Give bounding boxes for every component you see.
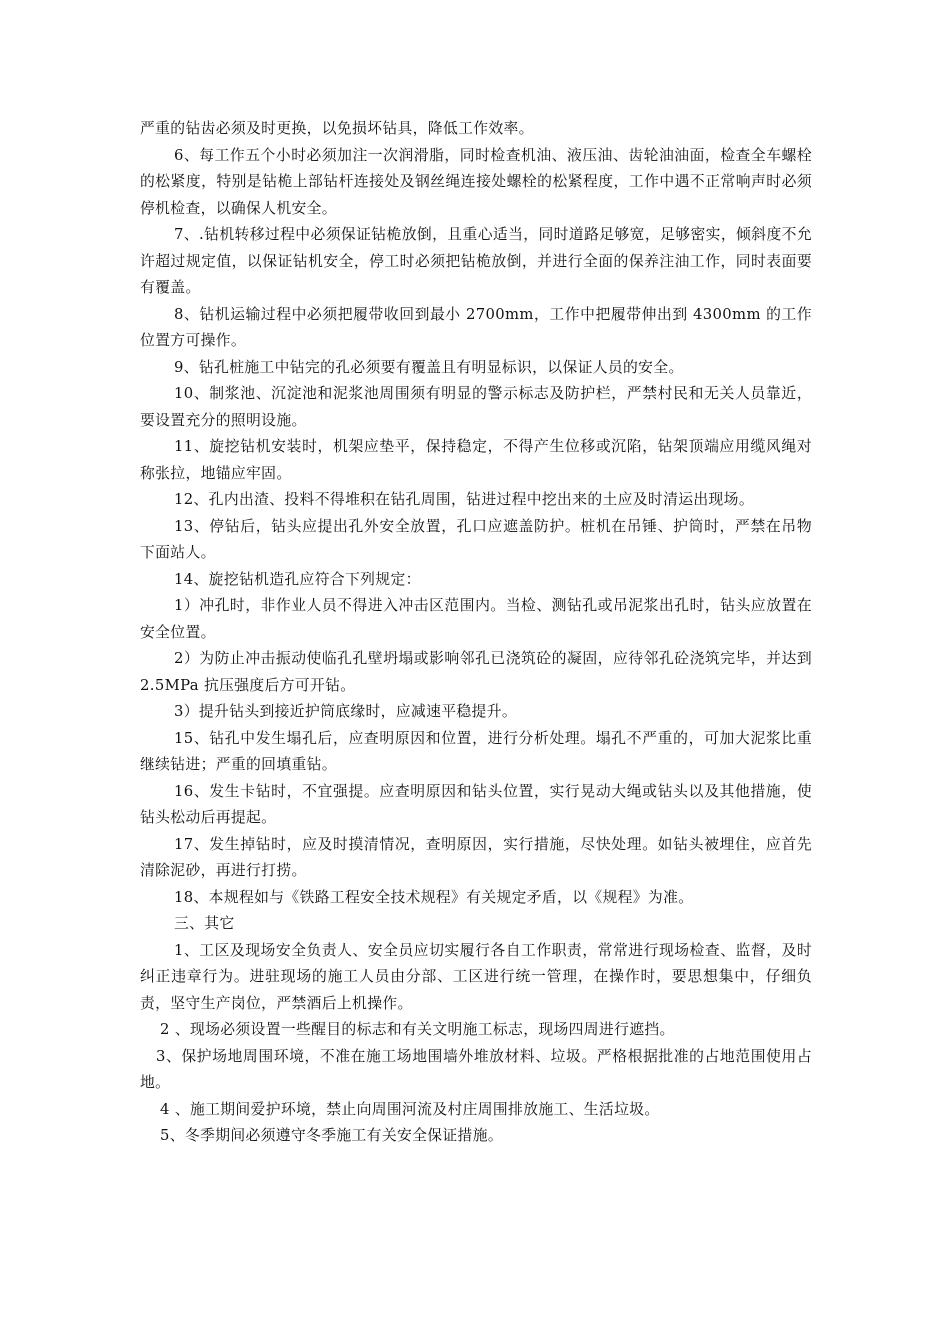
paragraph: 5、冬季期间必须遵守冬季施工有关安全保证措施。: [160, 1127, 503, 1144]
paragraph: 11、旋挖钻机安装时，机架应垫平，保持稳定，不得产生位移或沉陷，钻架顶端应用缆风绳对称张拉，地锚应牢固。: [140, 438, 812, 482]
paragraph: 12、孔内出渣、投料不得堆积在钻孔周围，钻进过程中挖出来的土应及时清运出现场。: [174, 491, 754, 508]
paragraph: 13、停钻后，钻头应提出孔外安全放置，孔口应遮盖防护。桩机在吊锤、护筒时，严禁在吊物下面站人。: [140, 517, 812, 561]
paragraph: 6、每工作五个小时必须加注一次润滑脂，同时检查机油、液压油、齿轮油油面，检查全车螺栓的松紧度，特别是钻桅上部钻杆连接处及钢丝绳连接处螺栓的松紧程度，工作中遇不正常响声时必须停机检查，以确保人机安全。: [140, 146, 812, 217]
paragraph: 9、钻孔桩施工中钻完的孔必须要有覆盖且有明显标识，以保证人员的安全。: [174, 358, 684, 376]
paragraph: 3）提升钻头到接近护筒底缘时，应减速平稳提升。: [174, 703, 517, 720]
paragraph: 8、钻机运输过程中必须把履带收回到最小 2700mm，工作中把履带伸出到 4300mm 的工作位置方可操作。: [140, 305, 812, 349]
paragraph: 2）为防止冲击振动使临孔孔壁坍塌或影响邻孔已浇筑砼的凝固，应待邻孔砼浇筑完毕，并达到 2.5MPa 抗压强度后方可开钻。: [140, 650, 812, 694]
paragraph: 17、发生掉钻时，应及时摸清情况，查明原因，实行措施，尽快处理。如钻头被埋住，应首先清除泥砂，再进行打捞。: [140, 835, 812, 879]
paragraph: 10、制浆池、沉淀池和泥浆池周围须有明显的警示标志及防护栏，严禁村民和无关人员靠近，要设置充分的照明设施。: [140, 385, 812, 429]
document-body: [140, 116, 812, 1150]
paragraph: 严重的钻齿必须及时更换，以免损坏钻具，降低工作效率。: [140, 120, 534, 137]
paragraph: 1）冲孔时，非作业人员不得进入冲击区范围内。当检、测钻孔或吊泥浆出孔时，钻头应放置在安全位置。: [140, 597, 812, 641]
paragraph: 7、.钻机转移过程中必须保证钻桅放倒，且重心适当，同时道路足够宽，足够密实，倾斜度不允许超过规定值，以保证钻机安全，停工时必须把钻桅放倒，并进行全面的保养注油工作，同时表面要有覆盖。: [140, 226, 812, 296]
paragraph: 16、发生卡钻时，不宜强提。应查明原因和钻头位置，实行晃动大绳或钻头以及其他措施，使钻头松动后再提起。: [140, 782, 812, 826]
paragraph: 2 、现场必须设置一些醒目的标志和有关文明施工标志，现场四周进行遮挡。: [160, 1021, 675, 1038]
paragraph: 4 、施工期间爱护环境，禁止向周围河流及村庄周围排放施工、生活垃圾。: [160, 1100, 660, 1118]
paragraph: 18、本规程如与《铁路工程安全技术规程》有关规定矛盾，以《规程》为准。: [174, 888, 694, 906]
paragraph: 1、工区及现场安全负责人、安全员应切实履行各自工作职责，常常进行现场检查、监督，及时纠正违章行为。进驻现场的施工人员由分部、工区进行统一管理，在操作时，要思想集中，仔细负责，坚守生产岗位，严禁酒后上机操作。: [140, 941, 812, 1012]
paragraph: 3、保护场地周围环境，不准在施工场地围墙外堆放材料、垃圾。严格根据批准的占地范围使用占地。: [140, 1047, 812, 1091]
paragraph: 14、旋挖钻机造孔应符合下列规定：: [174, 570, 421, 588]
section-heading: 三、其它: [174, 915, 235, 932]
paragraph: 15、钻孔中发生塌孔后，应查明原因和位置，进行分析处理。塌孔不严重的，可加大泥浆比重继续钻进；严重的回填重钻。: [140, 729, 812, 773]
